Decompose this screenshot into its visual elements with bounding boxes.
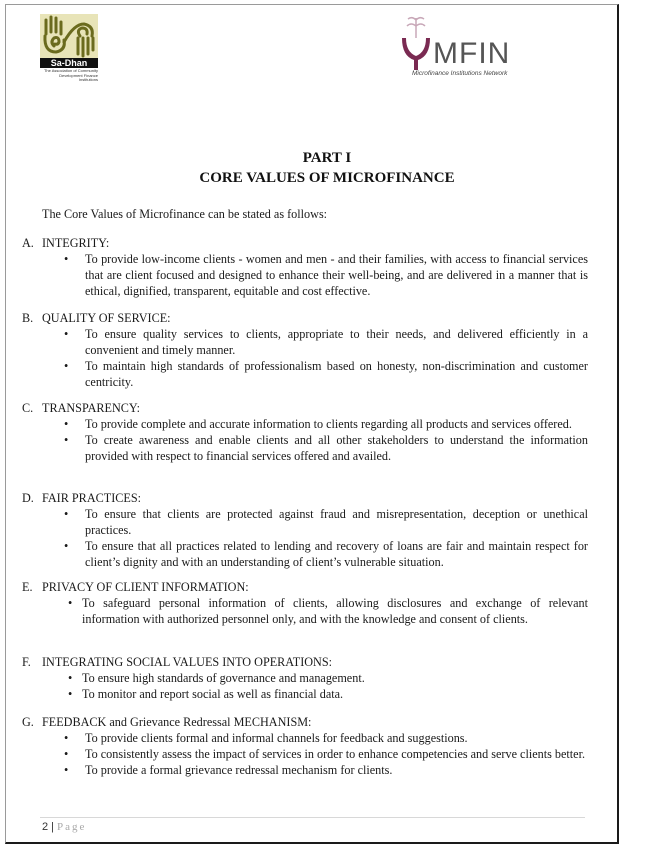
section-letter: B.	[22, 311, 34, 325]
bullet-icon: •	[64, 433, 69, 447]
bullet-icon: •	[64, 327, 69, 341]
section-title: INTEGRATING SOCIAL VALUES INTO OPERATIONS:	[42, 655, 333, 669]
list-item: • To create awareness and enable clients and all other stakeholders to understand the information provided with respect to financial services offered and availed.	[64, 433, 588, 463]
sadhan-logo	[40, 14, 102, 88]
bullet-icon: •	[68, 671, 73, 685]
section-transparency	[22, 400, 588, 464]
list-item: • To safeguard personal information of clients, allowing disclosures and exchange of relevant information with authorized personnel only, and with the knowledge and consent of clients.	[68, 596, 588, 626]
bullet-icon: •	[68, 596, 73, 610]
bullet-icon: •	[64, 417, 69, 431]
mfin-hands-icon	[398, 14, 434, 72]
list-item: • To provide complete and accurate information to clients regarding all products and services offered.	[64, 417, 572, 431]
intro-text: The Core Values of Microfinance can be stated as follows:	[42, 207, 328, 221]
sadhan-logo-name: Sa-Dhan	[40, 58, 98, 68]
section-integrity	[22, 235, 588, 299]
sadhan-logo-tagline: The Association of Community Development Finance Institutions	[43, 68, 98, 82]
mfin-logo-name: MFIN	[433, 37, 511, 70]
bullet-icon: •	[64, 507, 69, 521]
section-privacy	[22, 579, 588, 627]
footer-separator: |	[51, 821, 54, 833]
section-title: FAIR PRACTICES:	[42, 491, 141, 505]
list-item: • To ensure high standards of governance and management.	[68, 671, 365, 685]
mfin-logo-tagline: Microfinance Institutions Network	[412, 70, 508, 77]
section-title: TRANSPARENCY:	[42, 401, 140, 415]
mfin-logo	[398, 14, 538, 78]
list-item: • To monitor and report social as well as financial data.	[68, 687, 344, 701]
section-letter: E.	[22, 580, 33, 594]
list-item: • To ensure that clients are protected against fraud and misrepresentation, deception or unethical practices.	[64, 507, 588, 537]
footer-divider	[40, 817, 585, 818]
section-letter: F.	[22, 655, 31, 669]
section-letter: G.	[22, 715, 34, 729]
section-letter: D.	[22, 491, 34, 505]
part-heading: PART I	[302, 150, 352, 166]
bullet-icon: •	[64, 539, 69, 553]
list-item: • To consistently assess the impact of services in order to enhance competencies and serve clients better.	[64, 747, 586, 761]
section-title: INTEGRITY:	[42, 236, 110, 250]
page-label: Page	[56, 821, 87, 833]
section-feedback	[22, 714, 588, 778]
bullet-icon: •	[64, 763, 69, 777]
section-fair-practices	[22, 490, 588, 570]
section-quality-of-service	[22, 310, 588, 390]
list-item: • To provide clients formal and informal channels for feedback and suggestions.	[64, 731, 468, 745]
sadhan-hands-icon	[40, 14, 98, 58]
section-letter: A.	[22, 236, 34, 250]
list-item: • To maintain high standards of professionalism based on honesty, non-discrimination and customer centricity.	[64, 359, 588, 389]
section-letter: C.	[22, 401, 34, 415]
bullet-icon: •	[68, 687, 73, 701]
bullet-icon: •	[64, 359, 69, 373]
list-item: • To provide a formal grievance redressal mechanism for clients.	[64, 763, 393, 777]
list-item: • To ensure that all practices related to lending and recovery of loans are fair and maintain respect for client’s dignity and with an understanding of client’s vulnerable situation.	[64, 539, 588, 569]
section-title: QUALITY OF SERVICE:	[42, 311, 171, 325]
bullet-icon: •	[64, 731, 69, 745]
section-title: FEEDBACK and Grievance Redressal MECHANISM:	[42, 715, 312, 729]
page-title: CORE VALUES OF MICROFINANCE	[199, 170, 455, 186]
bullet-icon: •	[64, 747, 69, 761]
bullet-icon: •	[64, 252, 69, 266]
list-item: • To ensure quality services to clients, appropriate to their needs, and delivered efficiently in a convenient and timely manner.	[64, 327, 588, 357]
section-title: PRIVACY OF CLIENT INFORMATION:	[42, 580, 249, 594]
section-social-values	[22, 654, 588, 702]
list-item: • To provide low-income clients - women and men - and their families, with access to financial services that are client focused and designed to enhance their well-being, and are delivered in a manner that is ethical, dignified, transparent, equitable and cost effective.	[64, 252, 588, 298]
page-number: 2	[42, 821, 49, 833]
page-footer	[42, 821, 86, 833]
